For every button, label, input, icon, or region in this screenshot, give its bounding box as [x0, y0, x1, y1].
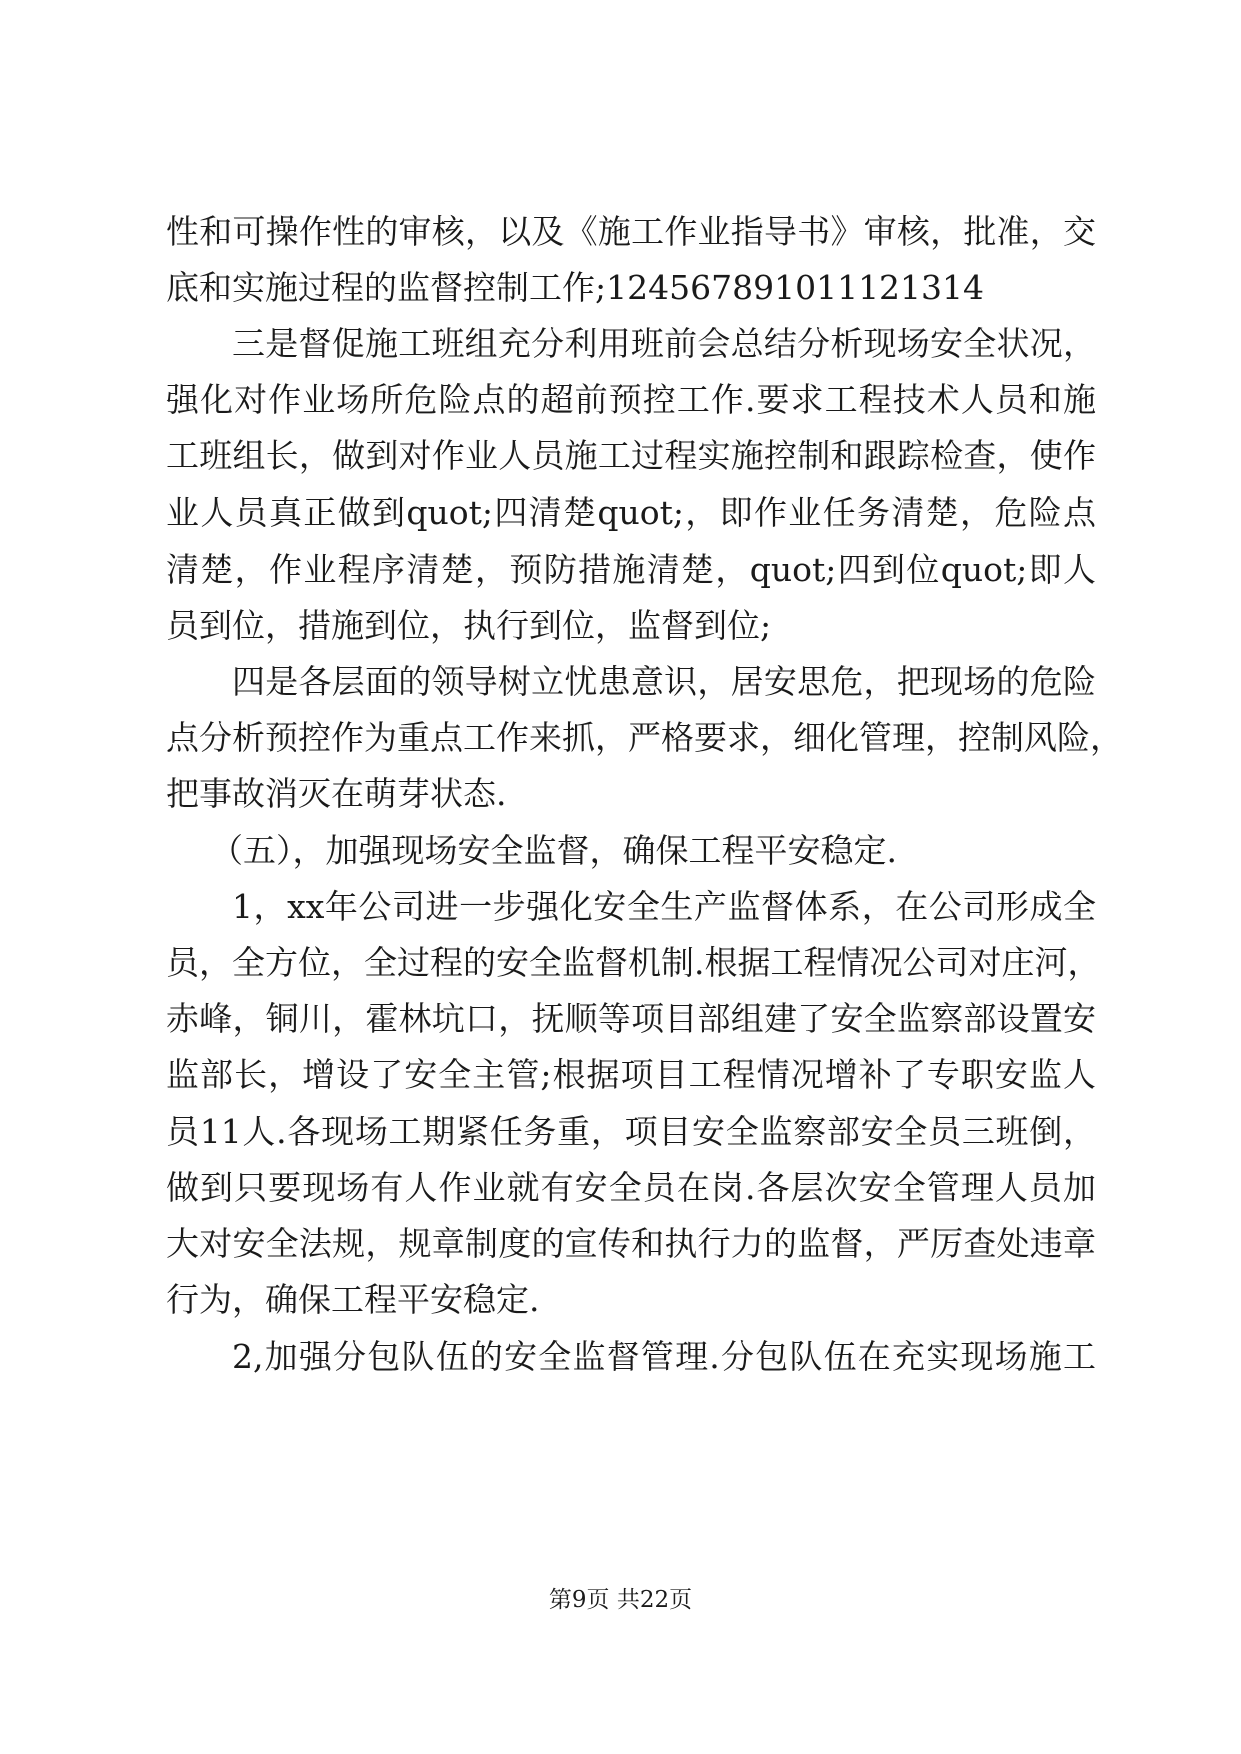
- text-line-2: 底和实施过程的监督控制工作;1245678910111213​14: [166, 268, 985, 307]
- item-1-line-2: 员，全方位，全过程的安全监督机制.根据工程情况公司对庄河，: [166, 943, 1101, 982]
- paragraph-4-line-1: 四是各层面的领导树立忧患意识，居安思危，把现场的危险: [232, 662, 1096, 701]
- item-1-line-3: 赤峰，铜川，霍林坑口，抚顺等项目部组建了安全监察部设置安: [166, 999, 1096, 1038]
- item-1-line-4: 监部长，增设了安全主管;根据项目工程情况增补了专职安监人: [166, 1055, 1096, 1094]
- paragraph-3-line-2: 强化对作业场所危险点的超前预控工作.要求工程技术人员和施: [166, 380, 1096, 419]
- paragraph-3-line-3: 工班组长，做到对作业人员施工过程实施控制和跟踪检查，使作: [166, 436, 1096, 475]
- paragraph-3-line-5: 清楚，作业程序清楚，预防措施清楚，quot;四到位quot;即人: [166, 550, 1096, 589]
- item-1-line-6: 做到只要现场有人作业就有安全员在岗.各层次安全管理人员加: [166, 1168, 1096, 1207]
- paragraph-3-line-4: 业人员真正做到quot;四清楚quot;，即作业任务清楚，危险点: [166, 493, 1096, 532]
- text-line-1: 性和可操作性的审核，以及《施工作业指导书》审核，批准，交: [166, 212, 1096, 251]
- item-1-line-5: 员11人.各现场工期紧任务重，项目安全监察部安全员三班倒，: [166, 1112, 1096, 1151]
- item-2-line-1: 2,加强分包队伍的安全监督管理.分包队伍在充实现场施工: [232, 1337, 1096, 1376]
- paragraph-3-line-1: 三是督促施工班组充分利用班前会总结分析现场安全状况，: [232, 324, 1096, 363]
- page-number-footer: 第9页 共22页: [548, 1587, 693, 1613]
- paragraph-4-line-3: 把事故消灭在萌芽状态.: [166, 774, 507, 813]
- section-heading-5: （五），加强现场安全监督，确保工程平安稳定.: [210, 831, 897, 870]
- paragraph-4-line-2: 点分析预控作为重点工作来抓，严格要求，细化管理，控制风险，: [166, 718, 1123, 757]
- item-1-line-8: 行为，确保工程平安稳定.: [166, 1280, 540, 1319]
- item-1-line-7: 大对安全法规，规章制度的宣传和执行力的监督，严厉查处违章: [166, 1224, 1096, 1263]
- item-1-line-1: 1，xx年公司进一步强化安全生产监督体系，在公司形成全: [232, 887, 1096, 926]
- paragraph-3-line-6: 员到位，措施到位，执行到位，监督到位;: [166, 606, 772, 645]
